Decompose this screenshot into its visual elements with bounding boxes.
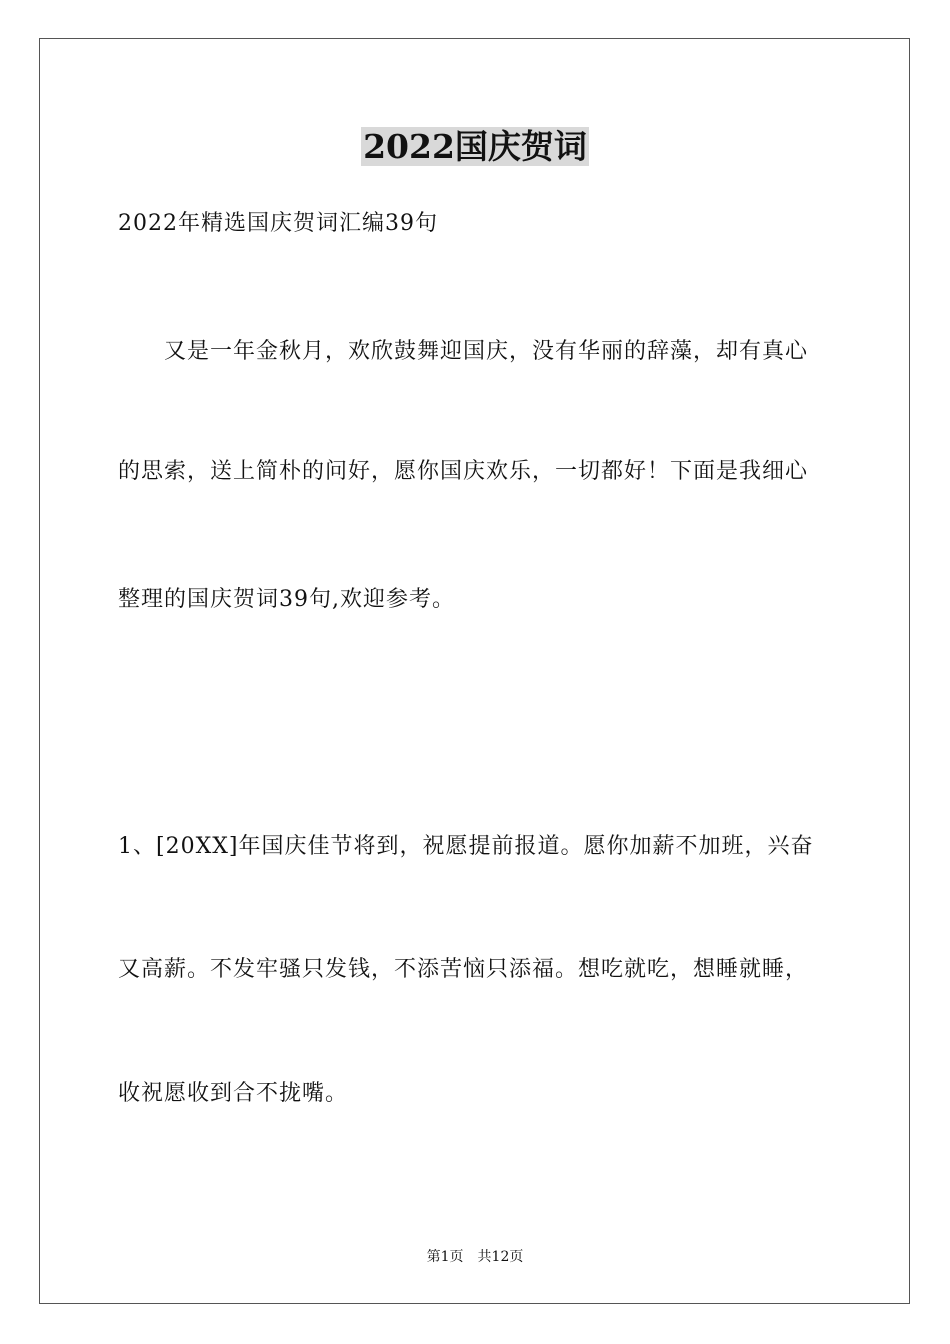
document-title-text: 2022国庆贺词 <box>363 127 587 166</box>
item1-line-2: 又高薪。不发牢骚只发钱，不添苦恼只添福。想吃就吃，想睡就睡， <box>118 957 809 982</box>
page-total: 共12页 <box>477 1249 524 1265</box>
item1-line-3: 收祝愿收到合不拢嘴。 <box>118 1081 349 1106</box>
intro-line-1: 又是一年金秋月，欢欣鼓舞迎国庆，没有华丽的辞藻，却有真心 <box>164 339 809 364</box>
item1-line-1: 1、[20XX]年国庆佳节将到，祝愿提前报道。愿你加薪不加班，兴奋 <box>118 834 814 859</box>
document-subtitle: 2022年精选国庆贺词汇编39句 <box>118 211 438 236</box>
intro-line-2: 的思索，送上简朴的问好，愿你国庆欢乐，一切都好！下面是我细心 <box>118 459 809 484</box>
document-title <box>0 122 950 172</box>
intro-line-3: 整理的国庆贺词39句,欢迎参考。 <box>118 587 455 612</box>
page-footer <box>0 1247 950 1267</box>
page-number: 第1页 <box>426 1249 464 1265</box>
